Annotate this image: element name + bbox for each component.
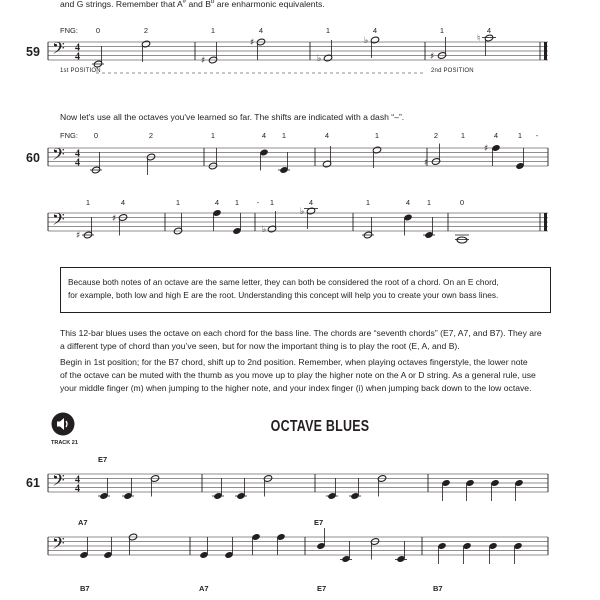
fingering: 1 [439,26,445,35]
exercise-number: 59 [26,45,40,59]
svg-text:♯: ♯ [112,214,117,224]
exercise-number: 60 [26,151,40,165]
fingering: 1 [374,131,380,140]
top-text-part: and B [186,0,211,9]
fingering: 1 [269,198,275,207]
fingering: 4 [486,26,492,35]
svg-text:♯: ♯ [430,52,435,62]
bass-clef-icon: 𝄢 [52,533,65,557]
svg-text:♭: ♭ [300,207,305,217]
chord-symbol: B7 [80,584,90,593]
chord-symbol: A7 [199,584,209,593]
song-title: OCTAVE BLUES [270,418,370,435]
chord-symbol: E7 [317,584,327,593]
svg-text:4: 4 [75,474,80,486]
fingering: 4 [261,131,267,140]
bass-clef-icon: 𝄢 [52,144,65,168]
exercise-number: 61 [26,476,40,490]
fingering: - [256,198,260,207]
fingering: 0 [95,26,101,35]
paragraph-line: Begin in 1st position; for the B7 chord, shift up to 2nd position. Remember, when playing octaves fingerstyle, the lower note [60,357,528,367]
svg-text:♭: ♭ [364,36,369,46]
fingering: 2 [433,131,439,140]
audio-track-icon[interactable] [51,412,75,436]
paragraph-line: a different type of chord than you’ve seen, but for now the important thing is to play the root (E, A, and B). [60,341,460,351]
staff-61-row2 [0,524,600,572]
position-label: 2nd POSITION [431,68,474,74]
fingering: 4 [372,26,378,35]
fingering: 1 [460,131,466,140]
fingering: 4 [308,198,314,207]
fingering: 4 [324,131,330,140]
top-text [60,0,325,11]
callout-box [60,267,551,313]
chord-symbol: E7 [314,518,324,527]
staff-60-row2 [0,200,600,250]
fingering: 1 [281,131,287,140]
paragraph-line: your middle finger (m) when jumping to the higher note, and your index finger (i) when jumping back down to the low octave. [60,383,532,393]
chord-symbol: B7 [433,584,443,593]
fingering: 1 [517,131,523,140]
callout-line: Because both notes of an octave are the same letter, they can both be considered the root of a chord. On an E chord, [68,277,499,287]
svg-text:♯: ♯ [424,158,429,168]
svg-text:♭: ♭ [262,225,267,235]
fingering: 4 [493,131,499,140]
staff-61-row1 [0,460,600,508]
fingering: 1 [325,26,331,35]
track-label: TRACK 21 [51,440,78,446]
fingering: 2 [143,26,149,35]
svg-text:4: 4 [75,157,80,169]
top-text-part: and G strings. Remember that A [60,0,183,9]
svg-text:♭: ♭ [317,54,322,64]
top-text-part: are enharmonic equivalents. [214,0,325,9]
chord-symbol: A7 [78,518,88,527]
fingering: 4 [405,198,411,207]
bass-clef-icon: 𝄢 [52,38,65,62]
svg-text:♮: ♮ [477,34,481,44]
svg-text:♯: ♯ [250,38,255,48]
fingering-label: FNG: [60,131,78,140]
fingering: 0 [93,131,99,140]
fingering: 1 [210,131,216,140]
fingering: 1 [426,198,432,207]
svg-text:♯: ♯ [201,56,206,66]
fingering: 1 [365,198,371,207]
svg-text:♯: ♯ [484,144,489,154]
fingering: - [535,131,539,140]
svg-text:4: 4 [75,51,80,63]
position-label: 1st POSITION [60,68,101,74]
paragraph: Now let's use all the octaves you've learned so far. The shifts are indicated with a dash “–”. [60,112,405,122]
paragraph-line: This 12-bar blues uses the octave on each chord for the bass line. The chords are “seventh chords” (E7, A7, and B7). They are [60,328,542,338]
svg-text:4: 4 [75,42,80,54]
chord-symbol: E7 [98,455,108,464]
fingering: 1 [85,198,91,207]
paragraph-line: of the octave can be muted with the thumb as you move up to play the higher note on the A or D string. As a general rule, use [60,370,536,380]
fingering: 1 [175,198,181,207]
svg-text:4: 4 [75,483,80,495]
bass-clef-icon: 𝄢 [52,470,65,494]
fingering: 2 [148,131,154,140]
fingering: 4 [120,198,126,207]
fingering: 1 [234,198,240,207]
fingering: 4 [214,198,220,207]
fingering: 1 [210,26,216,35]
flat-symbol: b [210,0,215,5]
fingering: 0 [459,198,465,207]
svg-text:4: 4 [75,148,80,160]
svg-text:♯: ♯ [76,231,81,241]
sharp-symbol: # [182,0,187,5]
bass-clef-icon: 𝄢 [52,209,65,233]
fingering: 4 [258,26,264,35]
fingering-label: FNG: [60,26,78,35]
callout-line: for example, both low and high E are the root. Understanding this concept will help you to create your own bass lines. [68,290,499,300]
staff-60-row1 [0,135,600,185]
